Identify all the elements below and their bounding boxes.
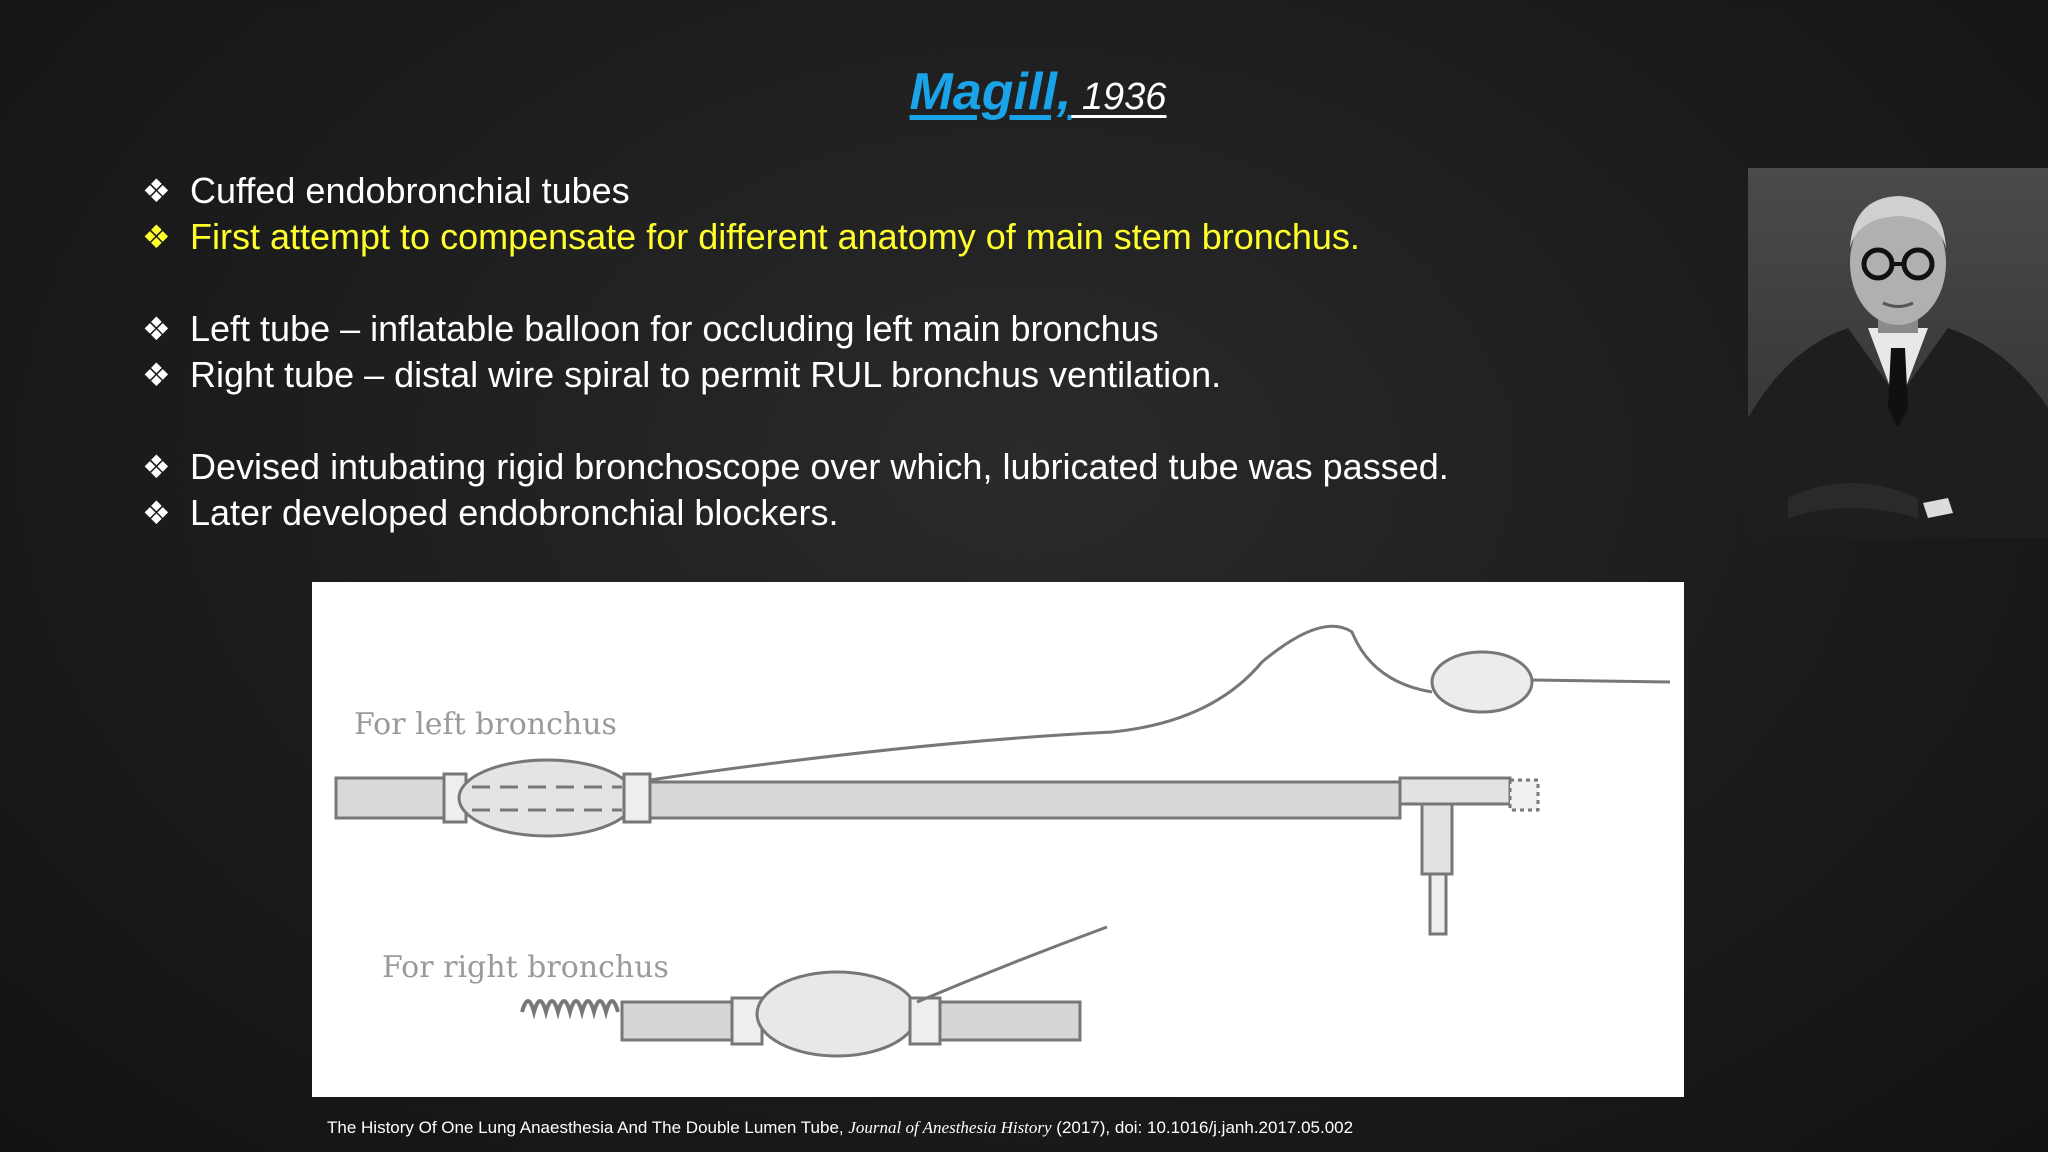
bullet-text: Cuffed endobronchial tubes bbox=[190, 170, 630, 211]
bullet-text: Left tube – inflatable balloon for occluding left main bronchus bbox=[190, 308, 1159, 349]
portrait-photo bbox=[1748, 168, 2048, 538]
citation bbox=[327, 1118, 1353, 1138]
bullet-text: Later developed endobronchial blockers. bbox=[190, 492, 839, 533]
endobronchial-tubes-drawing bbox=[312, 582, 1684, 1097]
slide-title bbox=[0, 62, 2048, 122]
diamond-bullet-icon: ❖ bbox=[142, 495, 171, 531]
diamond-bullet-icon: ❖ bbox=[142, 219, 171, 255]
bullet-item bbox=[142, 168, 1449, 214]
diamond-bullet-icon: ❖ bbox=[142, 173, 171, 209]
bullet-text: Devised intubating rigid bronchoscope over which, lubricated tube was passed. bbox=[190, 446, 1449, 487]
bullet-item bbox=[142, 490, 1449, 536]
bullet-text: First attempt to compensate for different anatomy of main stem bronchus. bbox=[190, 216, 1360, 257]
bullet-item-highlighted bbox=[142, 214, 1449, 260]
diamond-bullet-icon: ❖ bbox=[142, 311, 171, 347]
citation-suffix: (2017), doi: 10.1016/j.janh.2017.05.002 bbox=[1051, 1118, 1354, 1137]
left-tube-drawing bbox=[336, 626, 1670, 934]
tube-diagram-figure bbox=[312, 582, 1684, 1097]
bullet-text: Right tube – distal wire spiral to permit RUL bronchus ventilation. bbox=[190, 354, 1222, 395]
title-name: Magill, bbox=[909, 63, 1072, 121]
citation-prefix: The History Of One Lung Anaesthesia And The Double Lumen Tube, bbox=[327, 1118, 849, 1137]
diamond-bullet-icon: ❖ bbox=[142, 449, 171, 485]
citation-journal: Journal of Anesthesia History bbox=[848, 1118, 1052, 1137]
bullet-item bbox=[142, 352, 1449, 398]
portrait-illustration bbox=[1748, 168, 2048, 538]
right-tube-drawing bbox=[522, 927, 1107, 1056]
title-year: 1936 bbox=[1071, 76, 1167, 118]
bullet-item bbox=[142, 444, 1449, 490]
label-right-bronchus: For right bronchus bbox=[382, 950, 669, 985]
bullet-item bbox=[142, 306, 1449, 352]
diamond-bullet-icon: ❖ bbox=[142, 357, 171, 393]
bullet-list bbox=[142, 168, 1449, 536]
label-left-bronchus: For left bronchus bbox=[354, 707, 617, 742]
